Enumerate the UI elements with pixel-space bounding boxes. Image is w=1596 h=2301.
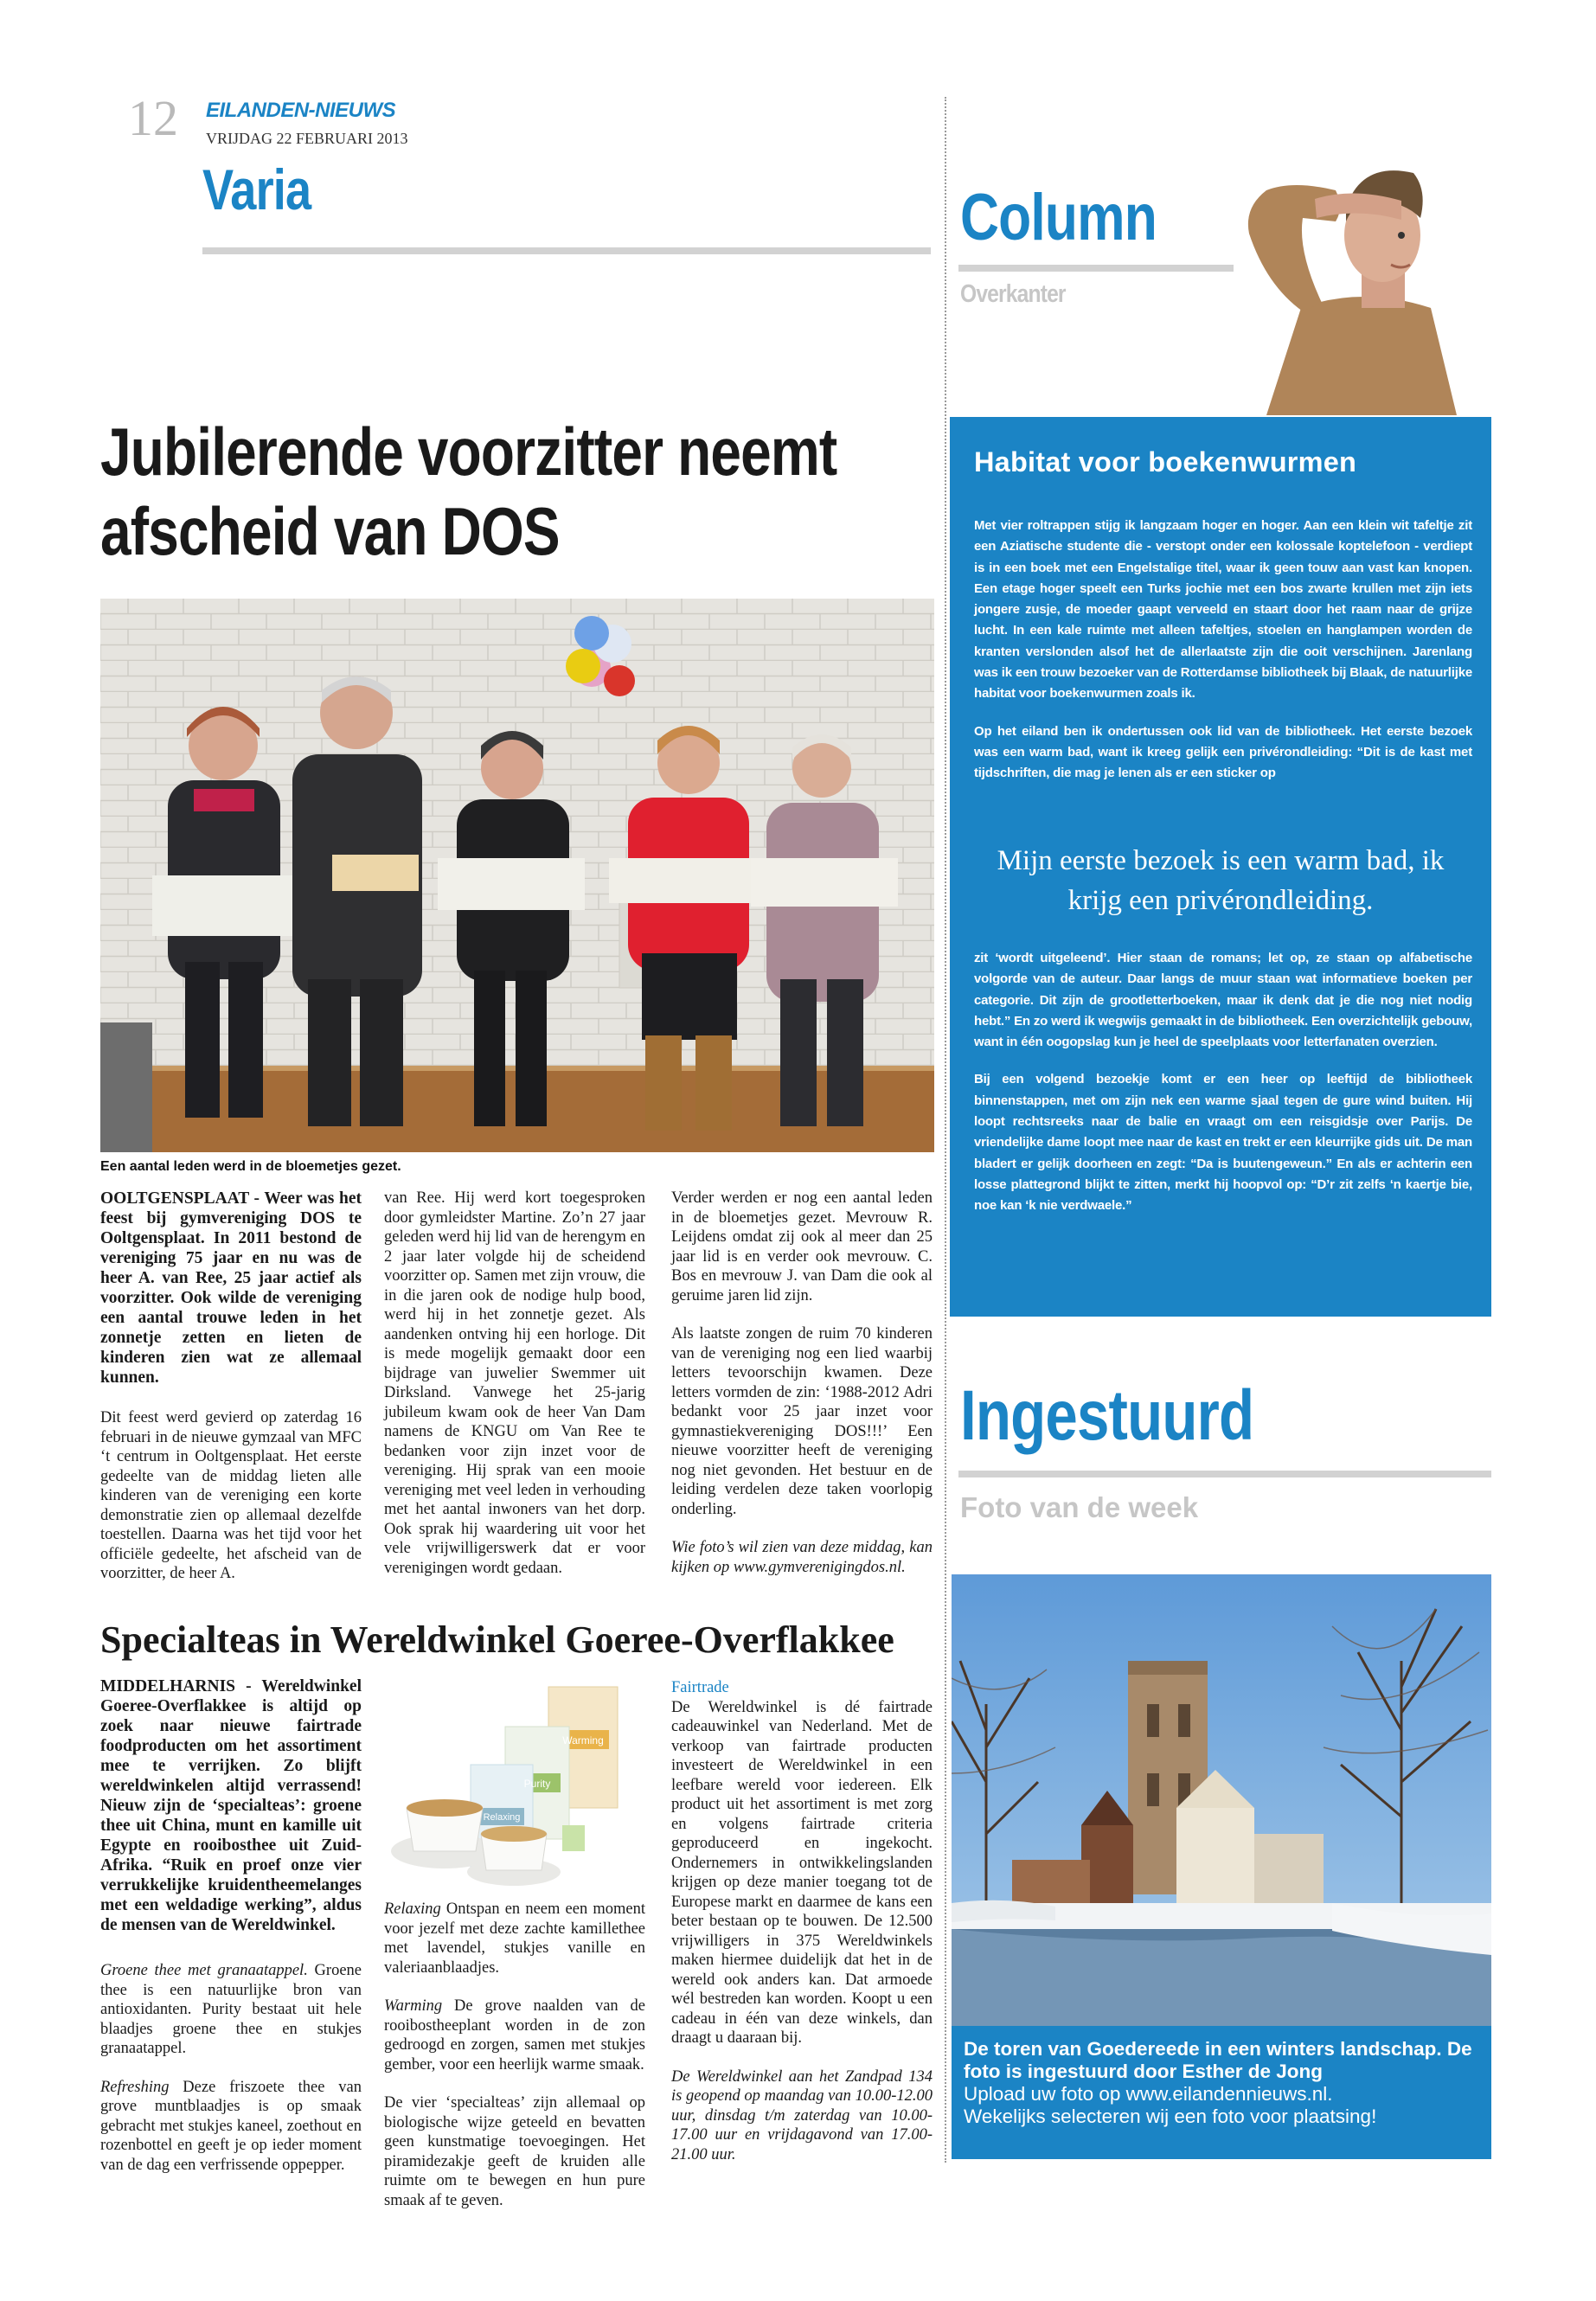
article2-col1 [100,1676,362,2175]
columnist-photo [1232,138,1491,415]
tea-label: Refreshing [100,2078,170,2096]
tea-product-photo [384,1678,645,1894]
article1-paragraph: Als laatste zongen de ruim 70 kinderen van de vereniging nog een lied waarbij letters tevoorschijn kwamen. Deze letters vormden de zin: ‘1988-2012 Adri bedankt voor 25 jaar inzet voor gymnastiekvereniging DOS!!!’ Een nieuwe voorzitter heeft de vereniging nog niet gevonden. Het bestuur en de leiding verdelen deze taken voorlopig onderling. [671,1325,933,1518]
column-text [974,516,1472,785]
article1-paragraph: van Ree. Hij werd kort toegesproken door gymleidster Martine. Zo’n 27 jaar geleden werd hij lid van de herengym en 2 jaar later volgde hij de scheidend voorzitter op. Samen met zijn vrouw, die in die jaren ook de nodige hulp bood, werd hij in het zonnetje gezet. Als aandenken ontving hij een horloge. Dit is mede mogelijk gemaakt door een bijdrage van juwelier Swemmer uit Dirksland. Vanwege het 25-jarig jubileum kwam ook de heer Van Dam namens de KNGU om Van Ree te bedanken voor zijn inzet voor de vereniging. Hij sprak van een mooie vereniging met veel leden in verhouding met het aantal inwoners van het dorp. Ook sprak hij waardering uit voor het vele vrijwilligerswerk dat er voor verenigingen wordt gedaan. [384,1189,645,1577]
article1-headline: Jubilerende voorzitter neemt afscheid van DOS [100,413,837,569]
article2-headline: Specialteas in Wereldwinkel Goeree-Overflakkee [100,1618,894,1661]
section-title-column: Column [960,181,1157,254]
photo-of-the-week-caption [952,2026,1491,2159]
group-photo [100,599,934,1152]
column-divider [945,97,946,2163]
article1-lead: OOLTGENSPLAAT - Weer was het feest bij gymvereniging DOS te Ooltgensplaat. In 2011 bestond de vereniging 75 jaar en nu was de heer A. van Ree, 25 jaar actief als voorzitter. Ook wilde de vereniging een aantal trouwe leden in het zonnetje zetten en lieten de kinderen zien wat ze allemaal kunnen. [100,1189,362,1387]
tea-pack-label: Warming [562,1734,604,1747]
article2-paragraph: De Wereldwinkel is dé fairtrade cadeauwinkel van Nederland. Met de verkoop van fairtrade producten investeert de Wereldwinkel in een leefbare wereld voor iedereen. Elk product uit het assortiment is met zorg en volgens fairtrade criteria geproduceerd en ingekocht. Ondernemers in ontwikkelingslanden krijgen op deze manier toegang tot de Europese markt en daarmee de kans een beter bestaan op te bouwen. De 12.500 vrijwilligers in 375 Wereldwinkels maken hiermee duidelijk dat het in de wereld ook anders kan. Dat armoede wél bestreden kan worden. Koopt u een cadeau in één van deze winkels, dan draagt u daaraan bij. [671,1698,933,2047]
column-paragraph: Met vier roltrappen stijg ik langzaam hoger en hoger. Aan een klein wit tafeltje zit een Aziatische studente die - verstopt onder een kolossale koptelefoon - verdiept is in een boek met een Engelstalige titel, waar ik geen touw aan vast kan knopen. Een etage hoger speelt een Turks jochie met een bos zwarte krullen met zijn iets jongere zusje, de moeder gaapt verveeld en staart door het raam naar de grijze lucht. In een kale ruimte met alleen tafeltjes, stoelen en hanglampen worden de kranten verslonden alsof het de allerlaatste zijn die ooit verschijnen. Jarenlang was ik een trouw bezoeker van de Rotterdamse bibliotheek bij Blaak, de natuurlijke habitat voor boekenwurmen zoals ik. [974,518,1472,702]
article2-col2 [384,1900,645,2210]
article2-paragraph [384,1997,645,2074]
section-rule [202,247,931,254]
column-text-continued [974,948,1472,1217]
article2-lead: MIDDELHARNIS - Wereldwinkel Goeree-Overflakkee is altijd op zoek naar nieuwe fairtrade foodproducten om het assortiment mee te verrijken. Zo blijft wereldwinkelen altijd verrassend! Nieuw zijn de ‘specialteas’: groene thee uit China, munt en kamille uit Egypte en rooibosthee uit Zuid-Afrika. “Ruik en proef onze vier verrukkelijke kruidentheemelanges met een weldadige werking”, aldus de mensen van de Wereldwinkel. [100,1677,362,1934]
article1-paragraph: Verder werden er nog een aantal leden in de bloemetjes gezet. Mevrouw R. Leijdens omdat zij ook al meer dan 25 jaar lid is en verder ook mevrouw. C. Bos en mevrouw J. van Dam die ook al geruime jaren lid zijn. [671,1189,933,1304]
section-title-ingestuurd: Ingestuurd [960,1376,1254,1455]
column-title: Habitat voor boekenwurmen [974,446,1357,478]
article1-col1 [100,1189,362,1584]
photo-caption: Een aantal leden werd in de bloemetjes gezet. [100,1159,401,1174]
article1-paragraph: Wie foto’s wil zien van deze middag, kan kijken op www.gymverenigingdos.nl. [671,1539,933,1576]
ingestuurd-rule [958,1471,1491,1477]
tea-label: Warming [384,1997,443,2015]
column-box [950,417,1491,1317]
article2-paragraph: De vier ‘specialteas’ zijn allemaal op biologische wijze geteeld en bevatten geen kunstmatige toevoegingen. Het piramidezakje geeft de kruiden alle ruimte om te bewegen en hun pure smaak af te geven. [384,2094,645,2209]
article1-col3 [671,1189,933,1577]
tea-pack-label: Purity [523,1778,551,1790]
column-kicker: Overkanter [960,280,1066,308]
selection-note: Wekelijks selecteren wij een foto voor plaatsing! [964,2106,1377,2127]
tea-text: De grove naalden van de rooibostheeplant worden in de zon gedroogd en zorgen, samen met stukjes gember, voor een heerlijk warme smaak. [384,1997,645,2073]
article2-subhead: Fairtrade [671,1679,729,1696]
tea-text: Groene thee is een natuurlijke bron van antioxidanten. Purity bestaat uit hele blaadjes groene thee en stukjes granaatappel. [100,1962,362,2057]
tea-text: Deze friszoete thee van grove muntblaadjes is op smaak gebracht met stukjes kaneel, zoethout en rozenbottel en geeft je op ieder moment van de dag een verfrissende oppepper. [100,2078,362,2174]
masthead: EILANDEN-NIEUWS [206,99,396,122]
upload-instruction: Upload uw foto op www.eilandennieuws.nl. [964,2083,1333,2105]
tea-label: Groene thee met granaatappel. [100,1962,308,1979]
photo-of-the-week [952,1574,1491,2026]
page-number: 12 [128,90,178,146]
article2-paragraph [384,1900,645,1977]
tea-pack-label: Relaxing [483,1812,521,1823]
tea-text: Ontspan en neem een moment voor jezelf met deze zachte kamillethee met lavendel, stukjes vanille en valeriaanblaadjes. [384,1900,645,1977]
issue-date: VRIJDAG 22 FEBRUARI 2013 [206,130,408,147]
photo-credit: De toren van Goedereede in een winters landschap. De foto is ingestuurd door Esther de Jong [964,2038,1472,2082]
column-paragraph: Bij een volgend bezoekje komt er een heer op leeftijd de bibliotheek binnenstappen, met om zijn nek een warme sjaal tegen de gure wind buiten. Hij loopt rechtsreeks naar de balie en vraagt om een reisgidsje over Parijs. De vriendelijke dame loopt mee naar de kast en trekt er een kleurrijke gids uit. De man bladert er gelijk doorheen en zegt: “Da is buutengeweun.” En als er achterin een losse plattegrond blijkt te zitten, merkt hij hoopvol op: “D’r zit zelfs ‘n kaertje bie, noe kan ‘k nie verdwaele.” [974,1072,1472,1214]
column-paragraph: zit ‘wordt uitgeleend’. Hier staan de romans; let op, ze staan op alfabetische volgorde van de auteur. Daar langs de muur staan wat informatieve boeken per categorie. Dit zijn de grootletterboeken, maar ik denk dat je die nog niet nodig hebt.” En zo werd ik wegwijs gemaakt in de bibliotheek. Een overzichtelijk gebouw, want in één oogopslag kun je heel de speelplaats voor letterfanaten overzien. [974,951,1472,1050]
section-title-varia: Varia [202,157,311,221]
article2-paragraph: De Wereldwinkel aan het Zandpad 134 is geopend op maandag van 10.00-12.00 uur, dinsdag t/m zaterdag van 10.00-17.00 uur en vrijdagavond van 17.00-21.00 uur. [671,2067,933,2163]
article1-paragraph: Dit feest werd gevierd op zaterdag 16 februari in de nieuwe gymzaal van MFC ‘t centrum in Ooltgensplaat. Het eerste gedeelte van de middag lieten alle kinderen van de vereniging een korte demonstratie zien op allemaal dezelfde toestellen. Daarna was het tijd voor het officiële gedeelte, het afscheid van de voorzitter, de heer A. [100,1409,362,1582]
ingestuurd-kicker: Foto van de week [960,1491,1199,1523]
article2-paragraph [100,1961,362,2059]
column-rule [958,265,1234,272]
column-paragraph: Op het eiland ben ik ondertussen ook lid van de bibliotheek. Het eerste bezoek was een warm bad, want ik kreeg gelijk een privérondleiding: “Dit is de kast met tijdschriften, die mag je lenen als er een sticker op [974,723,1472,781]
column-pull-quote: Mijn eerste bezoek is een warm bad, ik krijg een privérondleiding. [997,845,1445,916]
article2-col3 [671,1678,933,2164]
tea-label: Relaxing [384,1900,441,1918]
article1-col2 [384,1189,645,1578]
article2-paragraph [100,2078,362,2176]
